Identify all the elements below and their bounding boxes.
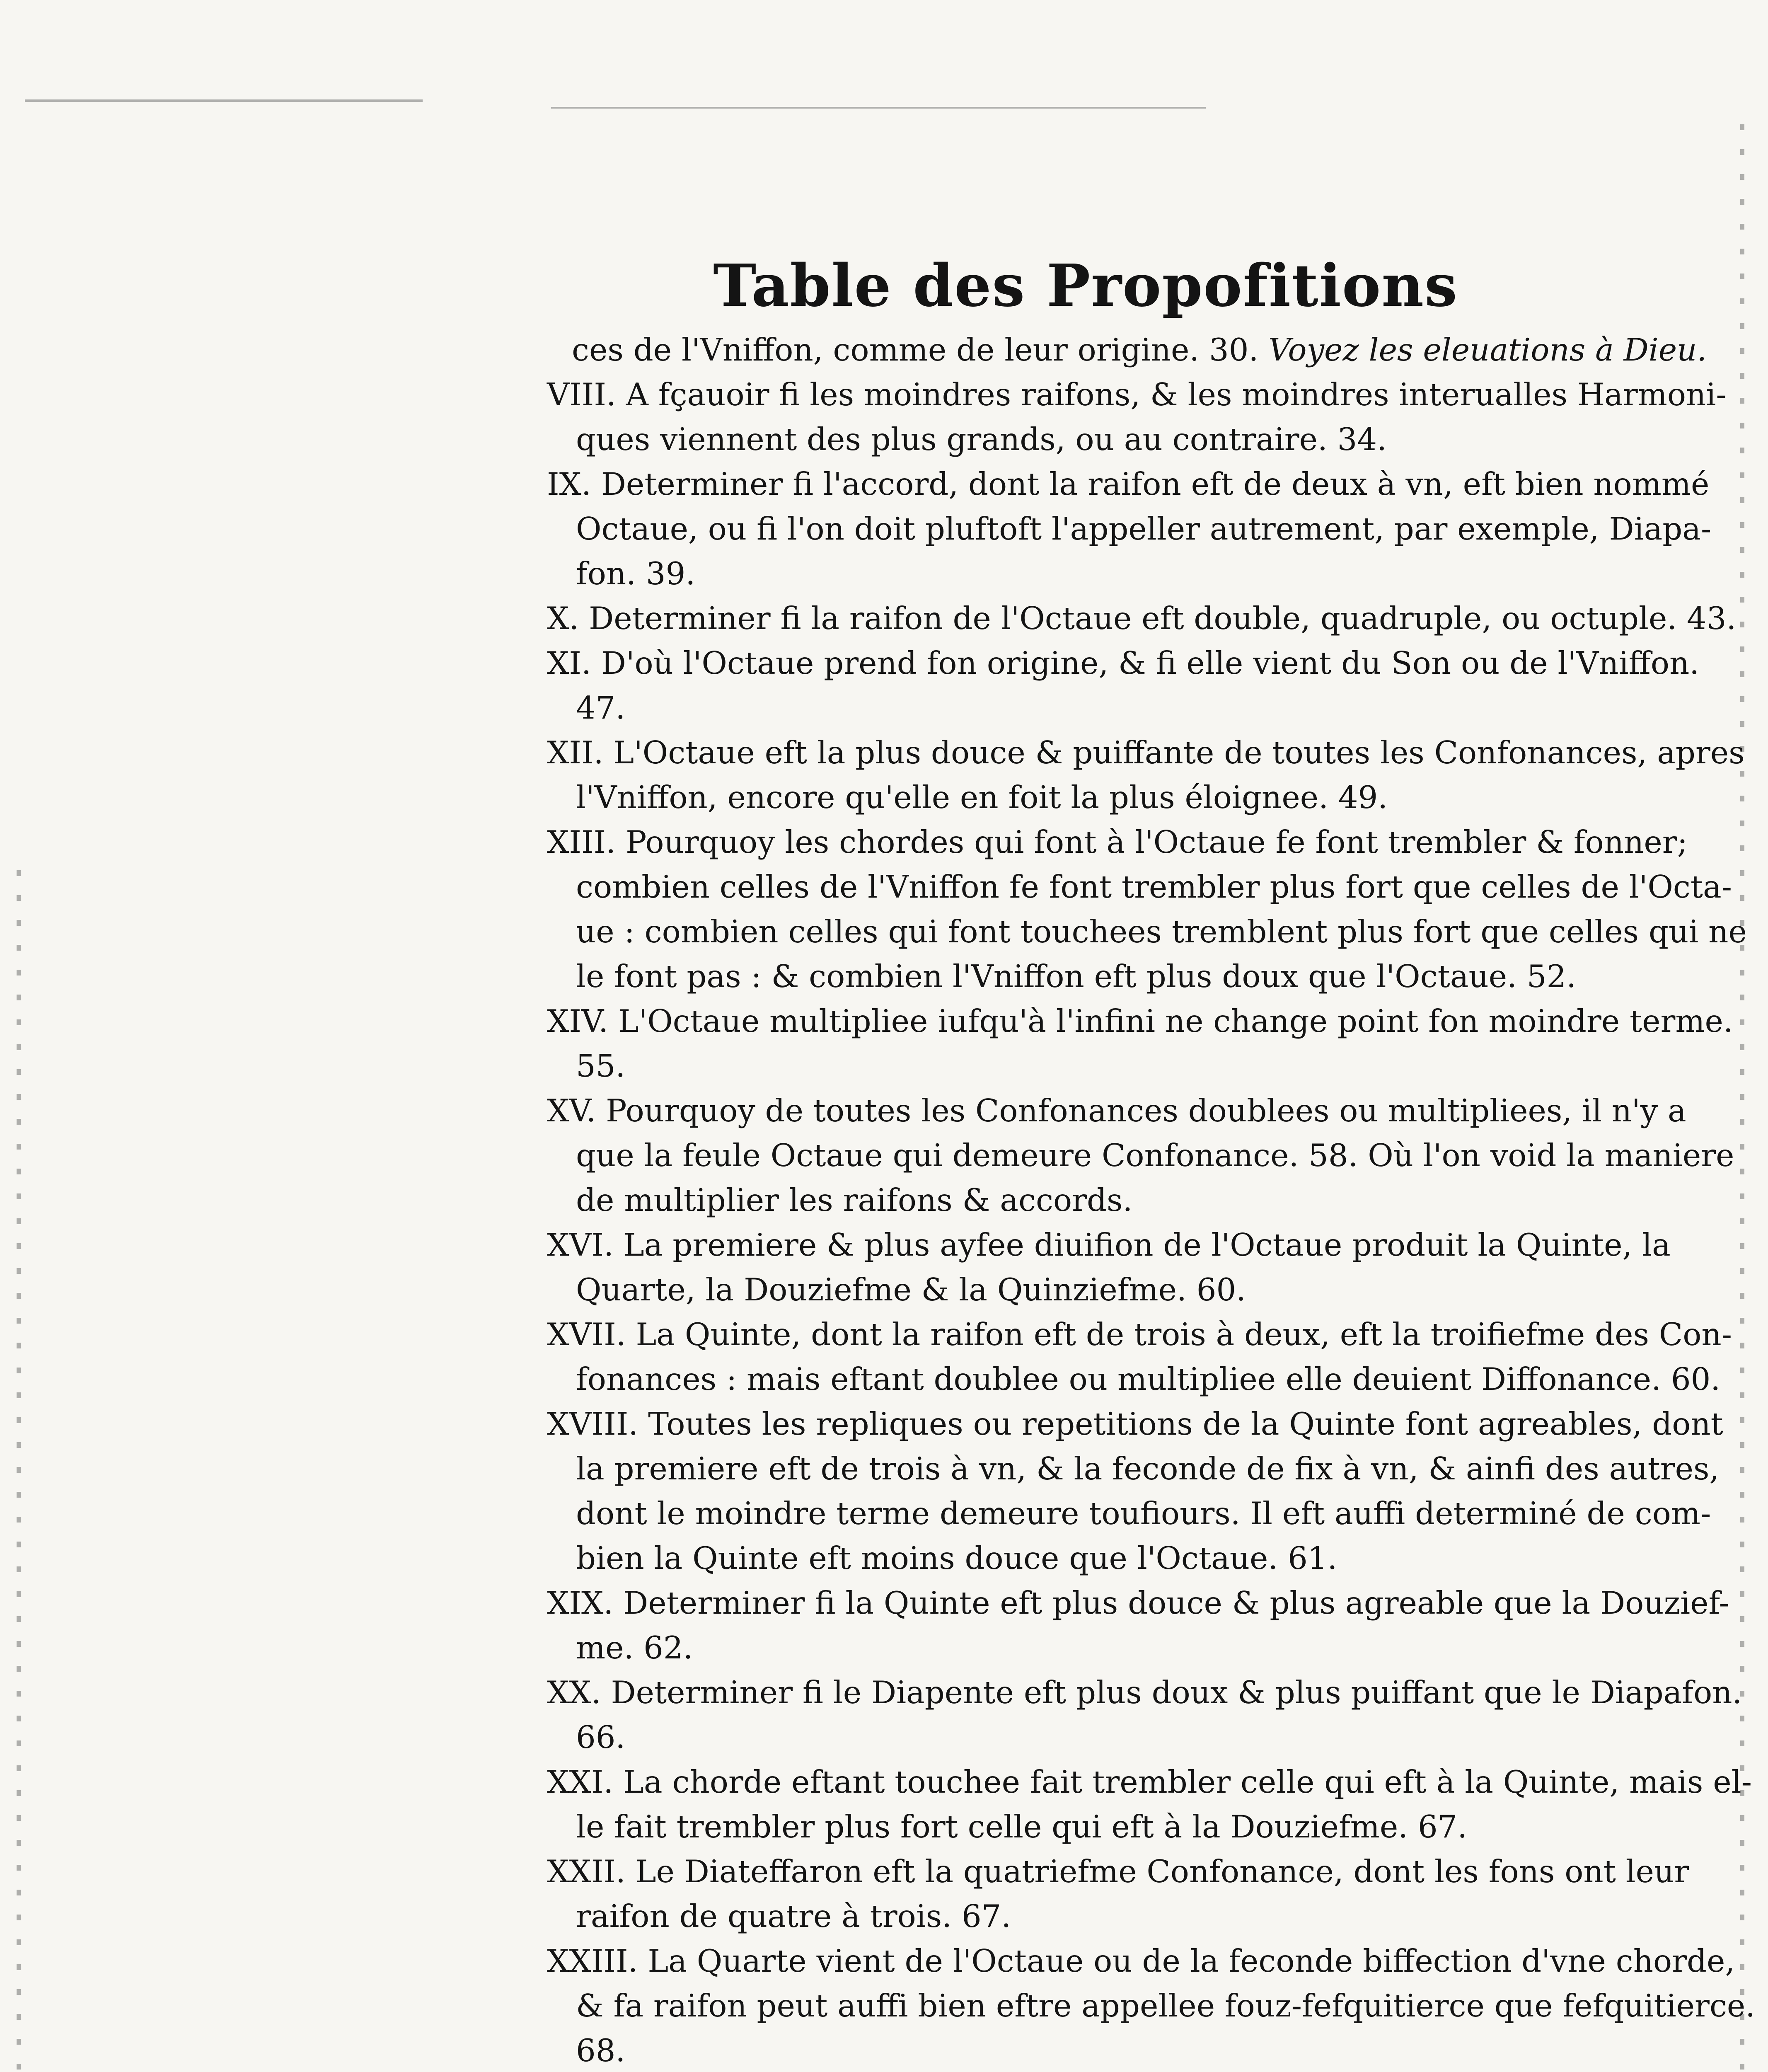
entry-first-line xyxy=(547,730,1745,775)
scan-artifact-top-center xyxy=(551,107,1206,109)
toc-entry xyxy=(547,730,1745,820)
toc-entry xyxy=(547,1222,1671,1312)
toc-entry xyxy=(547,462,1712,596)
entry-continuation-line xyxy=(547,1178,1624,1222)
entry-continuation-line xyxy=(547,909,1747,954)
proposition-text: 66. xyxy=(576,1719,626,1755)
proposition-text: raifon de quatre à trois. 67. xyxy=(576,1898,1011,1934)
proposition-text: 68. xyxy=(576,2032,626,2069)
toc-entry xyxy=(547,372,1727,462)
entry-first-line xyxy=(547,1760,1752,1804)
entry-continuation-line xyxy=(547,1715,1624,1760)
proposition-text: D'où l'Octaue prend fon origine, & fi elle vient du Son ou de l'Vniffon. xyxy=(601,645,1700,681)
entry-first-line xyxy=(547,1088,1686,1133)
proposition-text: 55. xyxy=(576,1048,626,1084)
proposition-number: VIII. xyxy=(547,376,616,413)
proposition-number: XIII. xyxy=(547,824,616,860)
intro-text: ces de l'Vniffon, comme de leur origine. 30. xyxy=(572,332,1269,368)
entry-first-line xyxy=(547,372,1727,417)
entry-continuation-line xyxy=(547,1536,1624,1581)
proposition-text: de multiplier les raifons & accords. xyxy=(576,1182,1133,1218)
proposition-text: Octaue, ou fi l'on doit pluftoft l'appeller autrement, par exemple, Diapa- xyxy=(576,511,1712,547)
scan-artifact-left-edge xyxy=(17,870,21,2072)
entry-first-line xyxy=(547,641,1700,685)
entry-first-line xyxy=(547,1849,1689,1894)
proposition-text: Toutes les repliques ou repetitions de la Quinte font agreables, dont xyxy=(648,1406,1723,1442)
proposition-number: XV. xyxy=(547,1092,596,1129)
proposition-text: L'Octaue eft la plus douce & puiffante de toutes les Confonances, apres xyxy=(613,734,1745,771)
entry-first-line xyxy=(547,596,1737,641)
page-title: Table des Propofitions xyxy=(713,252,1458,320)
proposition-text: Le Diateffaron eft la quatriefme Confonance, dont les fons ont leur xyxy=(635,1853,1689,1890)
entry-continuation-line xyxy=(547,1133,1734,1178)
entry-continuation-line xyxy=(547,1267,1624,1312)
toc-entry xyxy=(547,999,1733,1088)
entry-continuation-line xyxy=(547,1625,1624,1670)
toc-entry xyxy=(547,1088,1734,1222)
entry-continuation-line xyxy=(547,954,1624,999)
proposition-text: La Quarte vient de l'Octaue ou de la feconde biffection d'vne chorde, xyxy=(648,1943,1735,1979)
proposition-text: fonances : mais eftant doublee ou multipliee elle deuient Diffonance. 60. xyxy=(576,1361,1721,1397)
proposition-text: A fçauoir fi les moindres raifons, & les moindres interualles Harmoni- xyxy=(626,376,1727,413)
proposition-text: l'Vniffon, encore qu'elle en foit la plus éloignee. 49. xyxy=(576,779,1388,816)
proposition-text: Pourquoy de toutes les Confonances doublees ou multipliees, il n'y a xyxy=(606,1092,1686,1129)
proposition-text: combien celles de l'Vniffon fe font trembler plus fort que celles de l'Octa- xyxy=(576,869,1732,905)
toc-entry xyxy=(547,1312,1732,1402)
entry-first-line xyxy=(547,1402,1723,1446)
entry-first-line xyxy=(547,820,1688,864)
proposition-text: fon. 39. xyxy=(576,555,696,592)
entry-first-line xyxy=(547,1670,1742,1715)
proposition-number: XIV. xyxy=(547,1003,608,1039)
proposition-number: XX. xyxy=(547,1674,601,1711)
proposition-number: XXI. xyxy=(547,1764,614,1800)
entry-continuation-line xyxy=(547,506,1712,551)
proposition-text: Determiner fi l'accord, dont la raifon eft de deux à vn, eft bien nommé xyxy=(601,466,1710,502)
proposition-text: La chorde eftant touchee fait trembler celle qui eft à la Quinte, mais el- xyxy=(623,1764,1752,1800)
proposition-text: ue : combien celles qui font touchees tremblent plus fort que celles qui ne xyxy=(576,913,1747,950)
proposition-number: XII. xyxy=(547,734,604,771)
proposition-text: Pourquoy les chordes qui font à l'Octaue fe font trembler & fonner; xyxy=(625,824,1688,860)
intro-italic: Voyez les eleuations à Dieu. xyxy=(1268,332,1707,368)
proposition-text: que la feule Octaue qui demeure Confonance. 58. Où l'on void la maniere xyxy=(576,1137,1734,1174)
entry-continuation-line xyxy=(547,685,1624,730)
proposition-text: Determiner fi la Quinte eft plus douce & plus agreable que la Douzief- xyxy=(623,1585,1729,1621)
entry-continuation-line xyxy=(547,1491,1711,1536)
toc-entry xyxy=(547,1402,1723,1581)
entry-first-line xyxy=(547,1939,1735,1983)
entry-continuation-line xyxy=(547,551,1624,596)
proposition-text: bien la Quinte eft moins douce que l'Octaue. 61. xyxy=(576,1540,1337,1576)
entry-continuation-line xyxy=(547,1983,1756,2028)
proposition-text: La premiere & plus ayfee diuifion de l'Octaue produit la Quinte, la xyxy=(623,1227,1671,1263)
entry-first-line xyxy=(547,1222,1671,1267)
entry-first-line xyxy=(547,999,1733,1043)
entry-first-line xyxy=(547,1312,1732,1357)
proposition-text: Determiner fi le Diapente eft plus doux & plus puiffant que le Diapafon. xyxy=(611,1674,1742,1711)
proposition-number: IX. xyxy=(547,466,591,502)
entry-first-line xyxy=(547,1581,1729,1625)
proposition-number: XXII. xyxy=(547,1853,626,1890)
proposition-number: XXIII. xyxy=(547,1943,638,1979)
toc-entry xyxy=(547,1939,1756,2072)
proposition-number: XI. xyxy=(547,645,591,681)
document-page xyxy=(547,249,1756,2072)
proposition-number: XVI. xyxy=(547,1227,614,1263)
proposition-text: Quarte, la Douziefme & la Quinziefme. 60. xyxy=(576,1271,1246,1308)
proposition-number: XIX. xyxy=(547,1585,614,1621)
proposition-text: & fa raifon peut auffi bien eftre appellee fouz-fefquitierce que fefquitierce. xyxy=(576,1987,1756,2024)
proposition-number: XVIII. xyxy=(547,1406,639,1442)
proposition-text: L'Octaue multipliee iufqu'à l'infini ne change point fon moindre terme. xyxy=(618,1003,1733,1039)
toc-entry xyxy=(547,1849,1689,1939)
proposition-text: la premiere eft de trois à vn, & la feconde de fix à vn, & ainfi des autres, xyxy=(576,1450,1720,1487)
entry-continuation-line xyxy=(547,864,1732,909)
proposition-text: me. 62. xyxy=(576,1629,693,1666)
toc-entry xyxy=(547,1670,1742,1760)
entry-continuation-line xyxy=(547,417,1624,462)
toc-entry xyxy=(547,820,1747,999)
proposition-text: La Quinte, dont la raifon eft de trois à deux, eft la troifiefme des Con- xyxy=(636,1316,1732,1353)
toc-entry xyxy=(547,641,1700,730)
entry-continuation-line xyxy=(547,775,1624,820)
entry-first-line xyxy=(547,462,1710,506)
proposition-number: X. xyxy=(547,600,579,637)
scan-artifact-top-left xyxy=(25,99,423,102)
entry-continuation-line xyxy=(547,1804,1624,1849)
entry-continuation-line xyxy=(547,2028,1624,2072)
proposition-text: 47. xyxy=(576,690,626,726)
table-of-contents xyxy=(547,327,1756,2072)
entry-continuation-line xyxy=(547,1357,1721,1402)
proposition-number: XVII. xyxy=(547,1316,626,1353)
proposition-text: ques viennent des plus grands, ou au contraire. 34. xyxy=(576,421,1387,457)
entry-continuation-line xyxy=(547,1894,1624,1939)
intro-line xyxy=(547,327,1707,372)
proposition-text: le font pas : & combien l'Vniffon eft plus doux que l'Octaue. 52. xyxy=(576,958,1577,995)
entry-continuation-line xyxy=(547,1446,1720,1491)
toc-entry xyxy=(547,1760,1752,1849)
proposition-text: le fait trembler plus fort celle qui eft à la Douziefme. 67. xyxy=(576,1808,1468,1845)
proposition-text: dont le moindre terme demeure toufiours. Il eft auffi determiné de com- xyxy=(576,1495,1711,1532)
toc-entry xyxy=(547,1581,1729,1670)
entry-continuation-line xyxy=(547,1043,1624,1088)
proposition-text: Determiner fi la raifon de l'Octaue eft double, quadruple, ou octuple. 43. xyxy=(589,600,1737,637)
toc-entry xyxy=(547,596,1737,641)
